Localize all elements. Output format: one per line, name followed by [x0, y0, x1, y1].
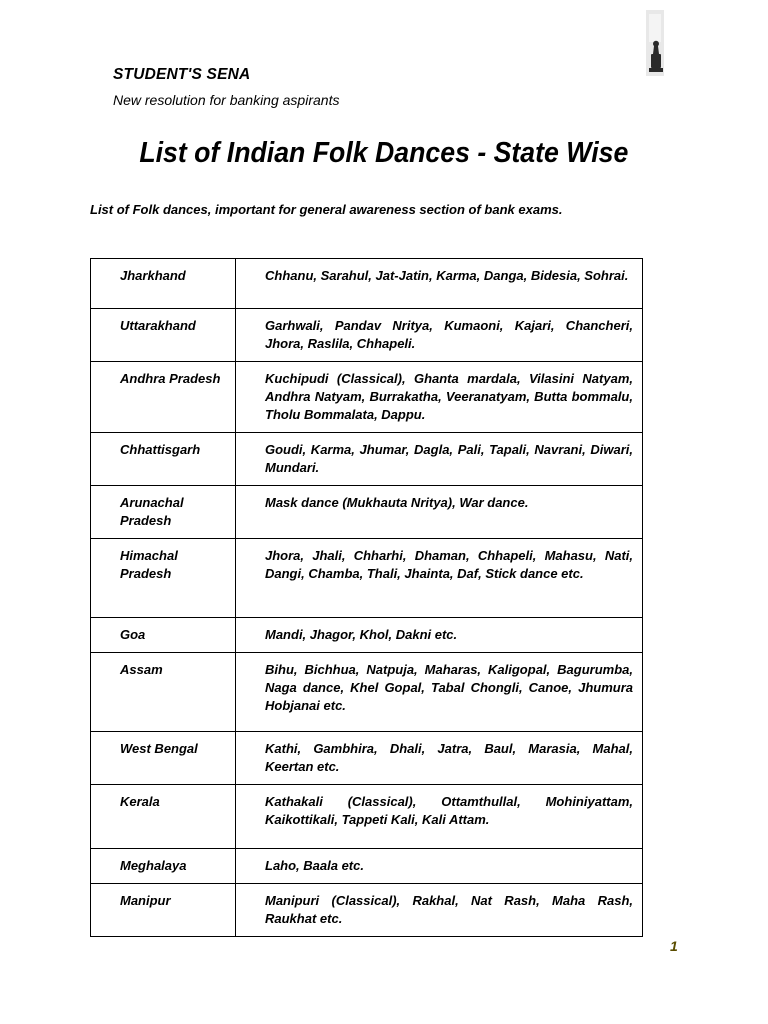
state-cell: Meghalaya [91, 849, 236, 884]
state-cell: Manipur [91, 884, 236, 937]
state-cell: Kerala [91, 785, 236, 849]
state-cell: Uttarakhand [91, 309, 236, 362]
brand-name: STUDENT'S SENA [113, 66, 251, 83]
table-row [91, 884, 643, 937]
table-row [91, 732, 643, 785]
intro-text: List of Folk dances, important for general awareness section of bank exams. [90, 202, 563, 217]
dances-cell: Kuchipudi (Classical), Ghanta mardala, Vilasini Natyam, Andhra Natyam, Burrakatha, Veeranatyam, Butta bommalu, Tholu Bommalata, Dappu. [236, 362, 643, 433]
table-row [91, 259, 643, 309]
dances-cell: Jhora, Jhali, Chharhi, Dhaman, Chhapeli, Mahasu, Nati, Dangi, Chamba, Thali, Jhainta, Daf, Stick dance etc. [236, 539, 643, 618]
table-row [91, 618, 643, 653]
state-cell: Goa [91, 618, 236, 653]
state-cell: Himachal Pradesh [91, 539, 236, 618]
dances-cell: Bihu, Bichhua, Natpuja, Maharas, Kaligopal, Bagurumba, Naga dance, Khel Gopal, Tabal Chongli, Canoe, Jhumura Hobjanai etc. [236, 653, 643, 732]
page-title: List of Indian Folk Dances - State Wise [139, 137, 629, 169]
table-row [91, 486, 643, 539]
state-cell: Jharkhand [91, 259, 236, 309]
state-cell: Assam [91, 653, 236, 732]
dances-cell: Kathakali (Classical), Ottamthullal, Mohiniyattam, Kaikottikali, Tappeti Kali, Kali Attam. [236, 785, 643, 849]
state-cell: Andhra Pradesh [91, 362, 236, 433]
page-number: 1 [670, 938, 678, 954]
table-row [91, 309, 643, 362]
table-row [91, 362, 643, 433]
chess-piece-icon [642, 8, 670, 80]
table-row [91, 849, 643, 884]
dances-cell: Garhwali, Pandav Nritya, Kumaoni, Kajari, Chancheri, Jhora, Raslila, Chhapeli. [236, 309, 643, 362]
table-row [91, 433, 643, 486]
dances-cell: Chhanu, Sarahul, Jat-Jatin, Karma, Danga, Bidesia, Sohrai. [236, 259, 643, 309]
dances-cell: Mask dance (Mukhauta Nritya), War dance. [236, 486, 643, 539]
table-row [91, 539, 643, 618]
dances-cell: Kathi, Gambhira, Dhali, Jatra, Baul, Marasia, Mahal, Keertan etc. [236, 732, 643, 785]
dances-cell: Goudi, Karma, Jhumar, Dagla, Pali, Tapali, Navrani, Diwari, Mundari. [236, 433, 643, 486]
table-row [91, 785, 643, 849]
dances-cell: Mandi, Jhagor, Khol, Dakni etc. [236, 618, 643, 653]
folk-dances-table [90, 258, 643, 937]
dances-cell: Manipuri (Classical), Rakhal, Nat Rash, Maha Rash, Raukhat etc. [236, 884, 643, 937]
state-cell: West Bengal [91, 732, 236, 785]
dances-cell: Laho, Baala etc. [236, 849, 643, 884]
brand-tagline: New resolution for banking aspirants [113, 92, 340, 108]
table-row [91, 653, 643, 732]
state-cell: Chhattisgarh [91, 433, 236, 486]
state-cell: Arunachal Pradesh [91, 486, 236, 539]
